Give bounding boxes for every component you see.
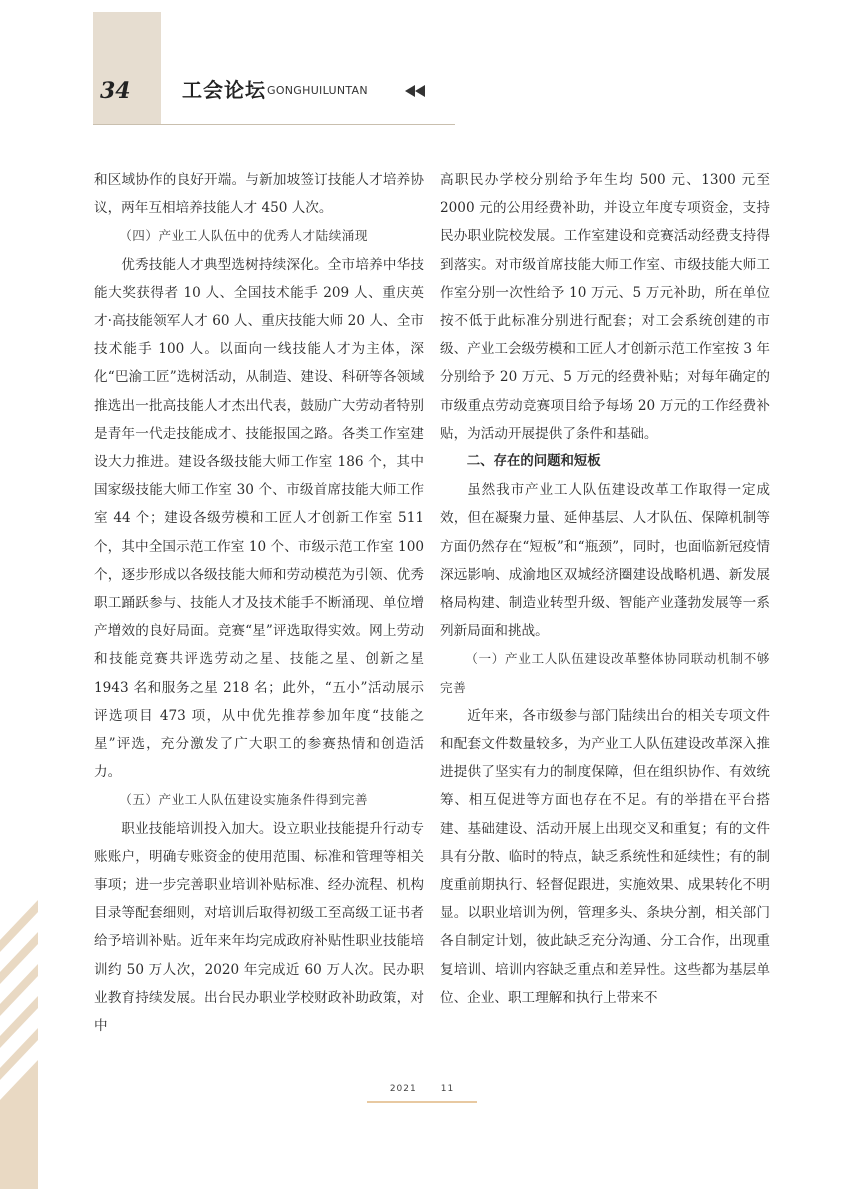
paragraph: 职业技能培训投入加大。设立职业技能提升行动专账账户，明确专账资金的使用范围、标准和管理等相关事项；进一步完善职业培训补贴标准、经办流程、机构目录等配套细则，对培训后取得初级工至高级工证书者给予培训补贴。近年来年均完成政府补贴性职业技能培训约 50 万人次，2020 年完成近 60 万人次。民办职业教育持续发展。出台民办职业学校财政补助政策，对中 xyxy=(94,820,424,1035)
subsection-heading: （一）产业工人队伍建设改革整体协同联动机制不够完善 xyxy=(440,651,770,695)
subsection-heading: （四）产业工人队伍中的优秀人才陆续涌现 xyxy=(119,228,368,244)
footer-issue: 11 xyxy=(440,1084,455,1094)
double-left-arrow-icon xyxy=(405,85,427,97)
decorative-stripes xyxy=(0,880,38,1189)
paragraph: 和区域协作的良好开端。与新加坡签订技能人才培养协议，两年互相培养技能人才 450 人次。 xyxy=(94,172,424,217)
section-heading: 二、存在的问题和短板 xyxy=(466,454,601,470)
column-title-pinyin: GONGHUILUNTAN xyxy=(267,84,368,97)
header-page-number-box xyxy=(93,12,161,124)
paragraph: 近年来，各市级参与部门陆续出台的相关专项文件和配套文件数量较多，为产业工人队伍建设改革深入推进提供了坚实有力的制度保障，但在组织协作、有效统筹、相互促进等方面也存在不足。有的举措在平台搭建、基础建设、活动开展上出现交叉和重复；有的文件具有分散、临时的特点，缺乏系统性和延续性；有的制度重前期执行、轻督促跟进，实施效果、成果转化不明显。以职业培训为例，管理多头、条块分割，相关部门各自制定计划，彼此缺乏充分沟通、分工合作，出现重复培训、培训内容缺乏重点和差异性。这些都为基层单位、企业、职工理解和执行上带来不 xyxy=(440,707,770,1006)
footer-rule xyxy=(367,1101,477,1103)
header-rule xyxy=(93,124,455,125)
left-text-column xyxy=(94,166,424,1040)
page-number: 34 xyxy=(100,78,131,104)
subsection-heading: （五）产业工人队伍建设实施条件得到完善 xyxy=(119,792,368,808)
right-text-column xyxy=(440,166,770,1012)
paragraph: 虽然我市产业工人队伍建设改革工作取得一定成效，但在凝聚力量、延伸基层、人才队伍、保障机制等方面仍然存在“短板”和“瓶颈”，同时，也面临新冠疫情深远影响、成渝地区双城经济圈建设战略机遇、新发展格局构建、制造业转型升级、智能产业蓬勃发展等一系列新局面和挑战。 xyxy=(440,482,770,640)
paragraph: 优秀技能人才典型选树持续深化。全市培养中华技能大奖获得者 10 人、全国技术能手 209 人、重庆英才·高技能领军人才 60 人、重庆技能大师 20 人、全市技术能手 100 人。以面向一线技能人才为主体，深化“巴渝工匠”选树活动，从制造、建设、科研等各领域推选出一批高技能人才杰出代表，鼓励广大劳动者特别是青年一代走技能成才、技能报国之路。各类工作室建设大力推进。建设各级技能大师工作室 186 个，其中国家级技能大师工作室 30 个、市级首席技能大师工作室 44 个；建设各级劳模和工匠人才创新工作室 511 个，其中全国示范工作室 10 个、市级示范工作室 100 个，逐步形成以各级技能大师和劳动模范为引领、优秀职工踊跃参与、技能人才及技术能手不断涌现、单位增产增效的良好局面。竞赛“星”评选取得实效。网上劳动和技能竞赛共评选劳动之星、技能之星、创新之星 1943 名和服务之星 218 名；此外，“五小”活动展示评选项目 473 项，从中优先推荐参加年度“技能之星”评选，充分激发了广大职工的参赛热情和创造活力。 xyxy=(94,256,424,781)
column-title: 工会论坛 xyxy=(182,78,266,102)
paragraph: 高职民办学校分别给予年生均 500 元、1300 元至 2000 元的公用经费补助，并设立年度专项资金，支持民办职业院校发展。工作室建设和竞赛活动经费支持得到落实。对市级首席技能大师工作室、市级技能大师工作室分别一次性给予 10 万元、5 万元补助，所在单位按不低于此标准分别进行配套；对工会系统创建的市级、产业工会级劳模和工匠人才创新示范工作室按 3 年分别给予 20 万元、5 万元的经费补贴；对每年确定的市级重点劳动竞赛项目给予每场 20 万元的工作经费补贴，为活动开展提供了条件和基础。 xyxy=(440,172,770,442)
footer-year: 2021 xyxy=(389,1084,417,1094)
issue-info xyxy=(367,1084,477,1094)
page-footer xyxy=(367,1084,477,1114)
